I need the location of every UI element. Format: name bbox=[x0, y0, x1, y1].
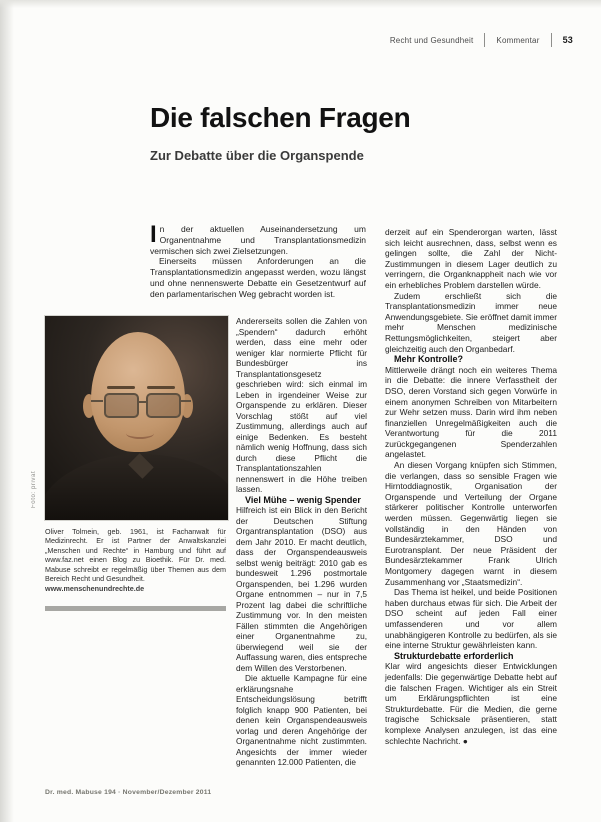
glasses-temple bbox=[91, 400, 103, 402]
caption-link: www.menschenundrechte.de bbox=[45, 584, 145, 594]
header-rubric: Kommentar bbox=[496, 35, 540, 45]
paragraph-text: n der aktuellen Auseinandersetzung um Organentnahme und Transplantationsmedizin vermischen sich zwei Zielsetzungen. bbox=[150, 224, 366, 256]
paragraph: Andererseits sollen die Zahlen von „Spendern“ dadurch erhöht werden, dass eine mehr oder weniger klar normierte Pflicht für Bundesbürger ins Transplantationsgesetz geschrieben wird: sich einmal im Leben in irgendeiner Weise zur Organspende zu erklären. Dieser Vorschlag stößt auf viel Zustimmung, allerdings auch auf einige Bedenken. Es besteht nämlich wenig Hoffnung, dass sich durch diese Pflicht die Transplantationszahlen nennenswert in die Höhe treiben lassen. bbox=[236, 316, 367, 494]
author-photo bbox=[45, 316, 228, 520]
paragraph: Die aktuelle Kampagne für eine erklärungsnahe Entscheidungslösung betrifft folglich knapp 900 Patienten, bei denen kein Organspendeausweis vorlag und deren Angehörige der Organentnahme nicht zustimmten. Angesichts der immer wieder genannten 12.000 Patienten, die bbox=[236, 673, 367, 767]
author-caption bbox=[45, 527, 226, 594]
paragraph: Klar wird angesichts dieser Entwicklungen jedenfalls: Die gegenwärtige Debatte hebt auf die falschen Fragen. Wichtiger als ein Streit um Erklärungspflichten ist eine Strukturdebatte. Für die Medien, die gerne tragische Schicksale präsentieren, statt komplexe Analysen anzulegen, ist das eine schlechte Nachricht. ● bbox=[385, 661, 557, 746]
glasses-bridge bbox=[137, 401, 146, 403]
section-heading: Viel Mühe – wenig Spender bbox=[245, 494, 361, 505]
article-subtitle: Zur Debatte über die Organspende bbox=[150, 148, 364, 163]
page-footer: Dr. med. Mabuse 194 · November/Dezember 2011 bbox=[45, 789, 212, 796]
portrait-mouth bbox=[126, 428, 154, 439]
paragraph bbox=[150, 221, 366, 256]
header-divider bbox=[484, 33, 485, 47]
section-heading: Mehr Kontrolle? bbox=[394, 354, 463, 365]
glasses-icon bbox=[104, 393, 139, 418]
article-title: Die falschen Fragen bbox=[150, 102, 411, 133]
page-number: 53 bbox=[562, 35, 573, 45]
portrait-eyebrow bbox=[107, 386, 135, 389]
paragraph: Das Thema ist heikel, und beide Positionen haben durchaus etwas für sich. Die Arbeit der DSO scheint auf jeden Fall einer umfassenderen und vor allem unabhängigeren Kontrolle zu bedürfen, als sie eine interne Struktur gewährleisten kann. bbox=[385, 587, 557, 651]
paragraph: Hilfreich ist ein Blick in den Bericht der Deutschen Stiftung Organtransplantation (DSO) aus dem Jahr 2010. Er macht deutlich, dass der Organspendeausweis selbst wenig beiträgt: 2010 gab es bundesweit 1.296 postmortale Organspenden, bei 1.296 wurden Organe entnommen – nur in 7,5 Prozent lag dabei die schriftliche Zustimmung vor. In den meisten Fällen stimmten die Angehörigen einer Organentnahme zu, überwiegend weil sie der Auffassung waren, dies entspreche dem Willen des Verstorbenen. bbox=[236, 505, 367, 673]
glasses-icon bbox=[146, 393, 181, 418]
paragraph: An diesen Vorgang knüpfen sich Stimmen, die verlangen, dass so sensible Fragen wie Hirntoddiagnostik, Organisation der Organspende und Verteilung der Organe stärkerer politischer Kontrolle unterworfen werden müssen. Gegenwärtig liegen sie vollständig in den Händen von Bundesärztekammer, DSO und Eurotransplant. Der neue Präsident der Bundesärztekammer Frank Ulrich Montgomery dagegen warnt in diesem Zusammenhang vor „Staatsmedizin“. bbox=[385, 460, 557, 587]
drop-cap: I bbox=[150, 221, 157, 248]
caption-divider bbox=[45, 606, 226, 611]
header-divider bbox=[551, 33, 552, 47]
photo-credit: Foto: privat bbox=[31, 470, 37, 508]
paragraph: derzeit auf ein Spenderorgan warten, lässt sich leicht ausrechnen, dass, selbst wenn es gelingen sollte, die Zahl der Nicht-Zustimmungen in diesem Lager deutlich zu verringern, die Organknappheit nach wie vor ein erhebliches Problem darstellen würde. bbox=[385, 227, 557, 290]
header-section: Recht und Gesundheit bbox=[389, 35, 474, 45]
caption-text: Oliver Tolmein, geb. 1961, ist Fachanwalt für Medizinrecht. Er ist Partner der Anwaltskanzlei „Menschen und Rechte“ in Hamburg und führt auf www.faz.net einen Blog zu Bioethik. Für Dr. med. Mabuse schreibt er regelmäßig über Themen aus dem Bereich Recht und Gesundheit. bbox=[45, 527, 226, 584]
section-heading: Strukturdebatte erforderlich bbox=[394, 650, 514, 661]
paragraph: Einerseits müssen Anforderungen an die Transplantationsmedizin angepasst werden, wozu längst und ohne nennenswerte Debatte ein Gesetzentwurf auf den parlamentarischen Weg gebracht worden ist. bbox=[150, 256, 366, 299]
intro-column bbox=[150, 221, 366, 300]
portrait-eyebrow bbox=[147, 386, 175, 389]
middle-column bbox=[236, 316, 367, 768]
paragraph: Mittlerweile drängt noch ein weiteres Thema in die Debatte: die innere Verfasstheit der DSO, deren Vorstand sich gegen Vorwürfe in einem anonymen Schreiben von Mitarbeitern zur Wehr setzen muss. Darin wird ihm neben finanziellen Unregelmäßigkeiten auch die Verantwortung für die 2011 zurückgegangenen Spenderzahlen angelastet. bbox=[385, 364, 557, 460]
page-header bbox=[390, 33, 573, 47]
paragraph: Zudem erschließt sich die Transplantationsmedizin immer neue Anwendungsgebiete. Sie eröffnet damit immer mehr Menschen medizinische Rettungsmöglichkeiten, steigert aber gleichzeitig auch den Organbedarf. bbox=[385, 290, 557, 354]
right-column bbox=[385, 227, 557, 746]
